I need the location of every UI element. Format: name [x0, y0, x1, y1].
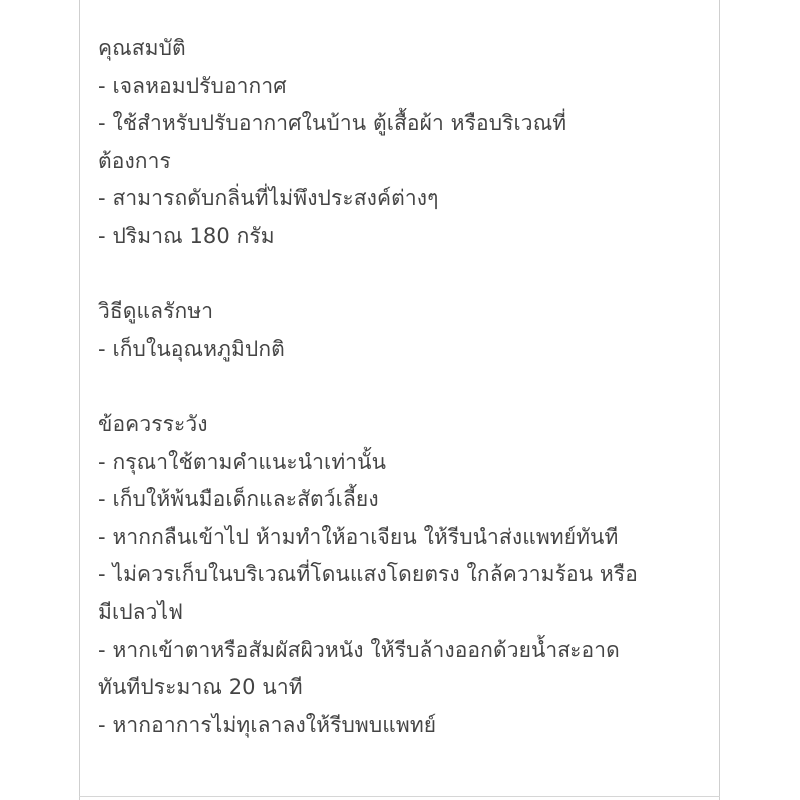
caution-heading: ข้อควรระวัง [98, 411, 208, 436]
caution-line: - ไม่ควรเก็บในบริเวณที่โดนแสงโดยตรง ใกล้ความร้อน หรือ [98, 562, 638, 587]
properties-line: - สามารถดับกลิ่นที่ไม่พึงประสงค์ต่างๆ [98, 186, 439, 211]
right-border [719, 0, 720, 800]
properties-line: - ปริมาณ 180 กรัม [98, 223, 275, 248]
caution-line: มีเปลวไฟ [98, 599, 184, 624]
caution-line: - กรุณาใช้ตามคำแนะนำเท่านั้น [98, 449, 387, 474]
properties-heading: คุณสมบัติ [98, 36, 186, 60]
caution-line: - หากเข้าตาหรือสัมผัสผิวหนัง ให้รีบล้างออกด้วยน้ำสะอาด [98, 637, 620, 662]
properties-line: - ใช้สำหรับปรับอากาศในบ้าน ตู้เสื้อผ้า หรือบริเวณที่ [98, 111, 567, 136]
properties-line: ต้องการ [98, 148, 171, 173]
caution-line: - เก็บให้พ้นมือเด็กและสัตว์เลี้ยง [98, 487, 379, 512]
caution-line: - หากกลืนเข้าไป ห้ามทำให้อาเจียน ให้รีบนำส่งแพทย์ทันที [98, 524, 619, 549]
section-spacer [98, 256, 708, 294]
left-border [79, 0, 80, 800]
care-line: - เก็บในอุณหภูมิปกติ [98, 336, 285, 361]
bottom-border [79, 796, 720, 797]
care-heading: วิธีดูแลรักษา [98, 299, 214, 324]
section-spacer [98, 368, 708, 406]
caution-line: ทันทีประมาณ 20 นาที [98, 675, 303, 700]
caution-line: - หากอาการไม่ทุเลาลงให้รีบพบแพทย์ [98, 712, 437, 737]
product-info-text [98, 30, 708, 744]
properties-line: - เจลหอมปรับอากาศ [98, 73, 287, 98]
